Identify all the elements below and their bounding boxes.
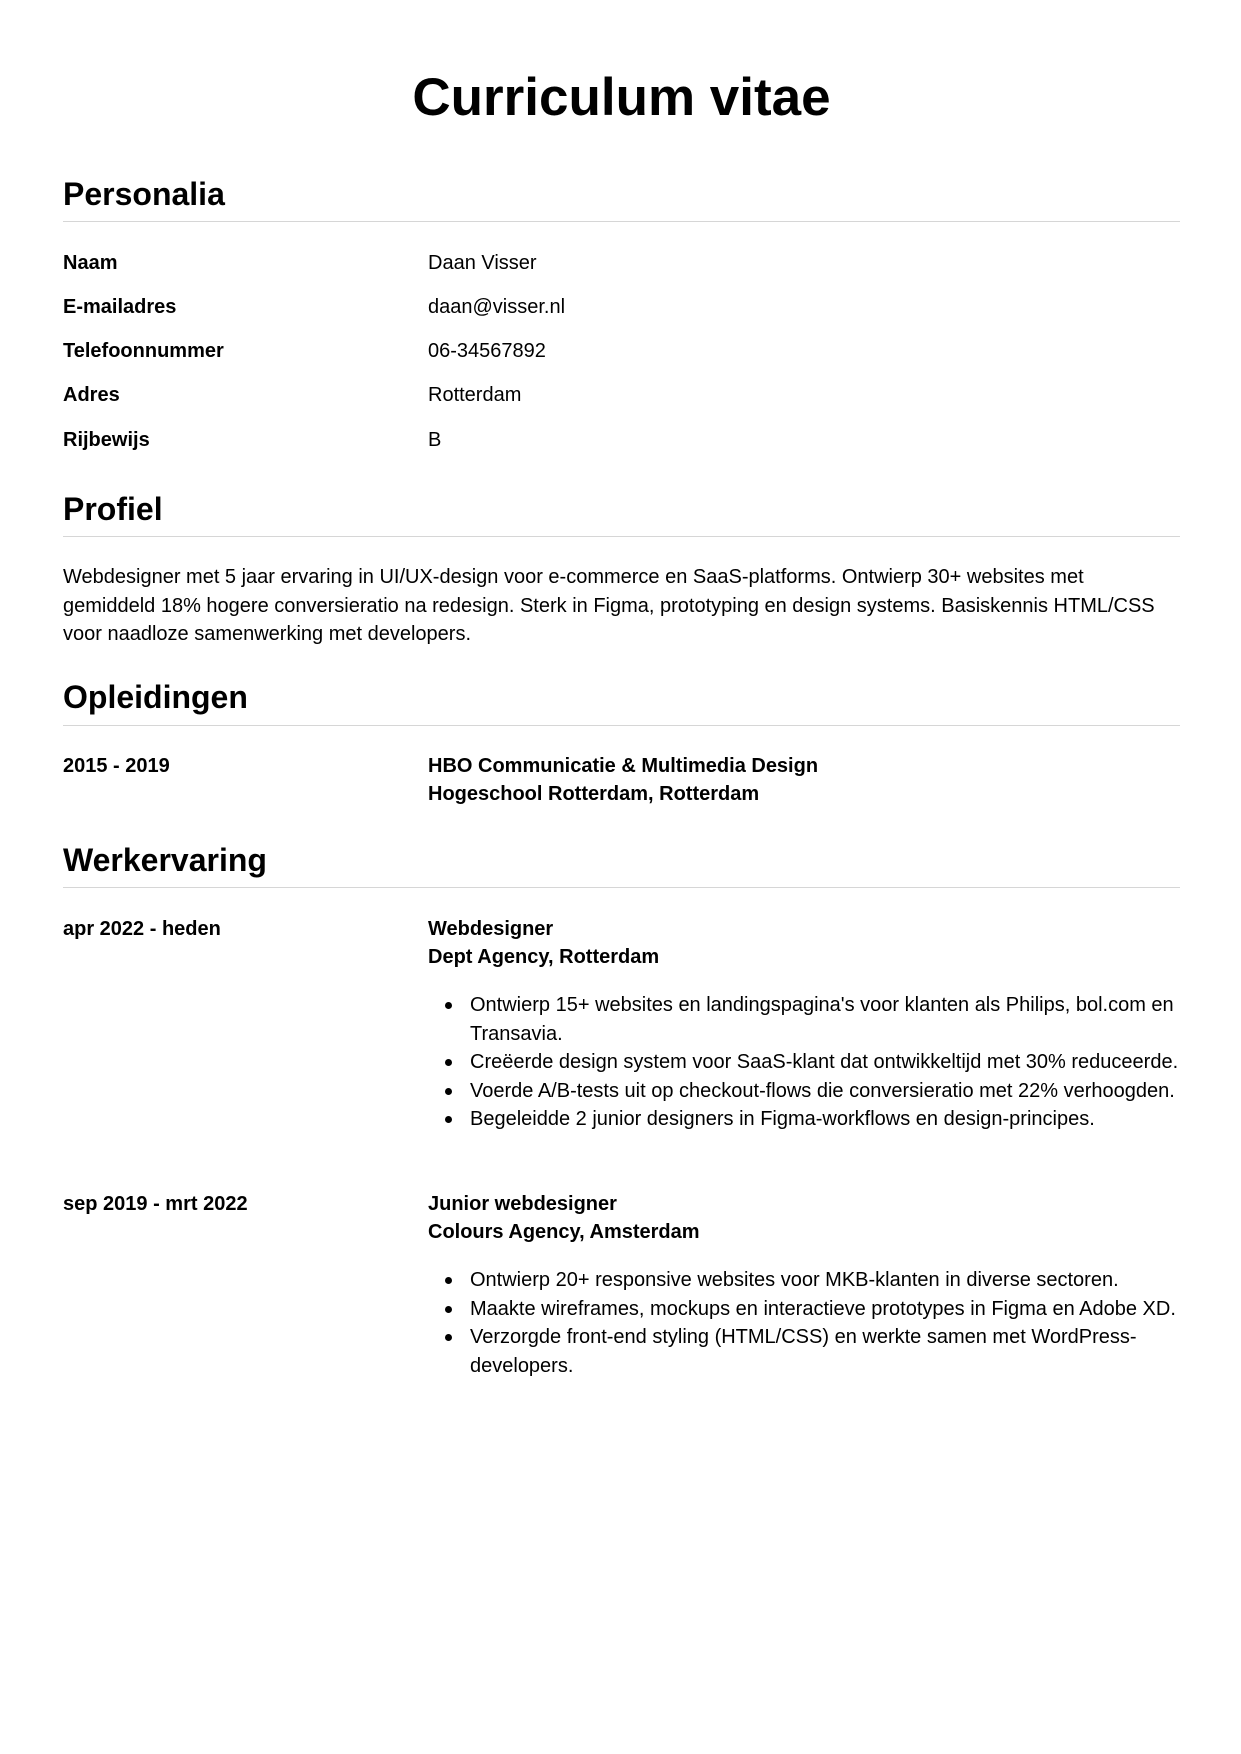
achievement-text: Voerde A/B-tests uit op checkout-flows die conversieratio met 22% verhoogden. <box>470 1079 1175 1102</box>
bullet-icon <box>445 1059 452 1066</box>
education-period: 2015 - 2019 <box>63 755 170 777</box>
section-heading-personalia: Personalia <box>63 176 225 212</box>
education-details <box>428 752 1180 808</box>
section-heading-werkervaring: Werkervaring <box>63 842 267 878</box>
personalia-value: B <box>428 429 442 451</box>
personalia-value: 06-34567892 <box>428 340 546 362</box>
bullet-icon <box>445 1334 452 1341</box>
personalia-value: daan@visser.nl <box>428 296 566 318</box>
personalia-label: Naam <box>63 252 118 274</box>
document-title: Curriculum vitae <box>412 68 831 127</box>
achievement-text: Maakte wireframes, mockups en interactieve prototypes in Figma en Adobe XD. <box>470 1297 1176 1320</box>
personalia-label: Rijbewijs <box>63 429 150 451</box>
list-item <box>428 1048 1180 1077</box>
bullet-icon <box>445 1277 452 1284</box>
personalia-label: E-mailadres <box>63 296 177 318</box>
education-title: HBO Communicatie & Multimedia Design <box>428 755 819 777</box>
job-details <box>428 1190 1180 1246</box>
bullet-icon <box>445 1002 452 1009</box>
job-details <box>428 915 1180 971</box>
list-item <box>428 1295 1180 1324</box>
section-heading-profiel: Profiel <box>63 491 163 527</box>
profile-summary: Webdesigner met 5 jaar ervaring in UI/UX-design voor e-commerce en SaaS-platforms. Ontwierp 30+ websites met gemiddeld 18% hogere conversieratio na redesign. Sterk in Figma, prototyping en design systems. Basiskennis HTML/CSS voor naadloze samenwerking met developers. <box>63 566 1155 645</box>
job-period: sep 2019 - mrt 2022 <box>63 1193 248 1215</box>
personalia-label: Adres <box>63 384 120 406</box>
achievement-text: Verzorgde front-end styling (HTML/CSS) en werkte samen met WordPress-developers. <box>470 1326 1137 1377</box>
section-heading-opleidingen: Opleidingen <box>63 679 248 715</box>
bullet-icon <box>445 1116 452 1123</box>
section-divider <box>63 221 1180 222</box>
list-item <box>428 1105 1180 1134</box>
achievement-text: Begeleidde 2 junior designers in Figma-workflows en design-principes. <box>470 1108 1095 1130</box>
job-title: Junior webdesigner <box>428 1193 617 1215</box>
section-divider <box>63 536 1180 537</box>
personalia-label: Telefoonnummer <box>63 340 224 362</box>
list-item <box>428 1077 1180 1106</box>
job-company: Dept Agency, Rotterdam <box>428 946 660 968</box>
list-item <box>428 991 1180 1048</box>
job-period: apr 2022 - heden <box>63 918 221 940</box>
job-achievements <box>428 991 1180 1134</box>
achievement-text: Creëerde design system voor SaaS-klant dat ontwikkeltijd met 30% reduceerde. <box>470 1051 1179 1073</box>
bullet-icon <box>445 1306 452 1313</box>
bullet-icon <box>445 1088 452 1095</box>
personalia-value: Rotterdam <box>428 384 522 406</box>
job-achievements <box>428 1266 1180 1380</box>
section-divider <box>63 887 1180 888</box>
section-divider <box>63 725 1180 726</box>
education-institution: Hogeschool Rotterdam, Rotterdam <box>428 783 760 805</box>
achievement-text: Ontwierp 20+ responsive websites voor MKB-klanten in diverse sectoren. <box>470 1269 1119 1291</box>
personalia-value: Daan Visser <box>428 252 537 274</box>
list-item <box>428 1266 1180 1295</box>
list-item <box>428 1323 1180 1380</box>
job-title: Webdesigner <box>428 918 554 940</box>
job-company: Colours Agency, Amsterdam <box>428 1221 700 1243</box>
achievement-text: Ontwierp 15+ websites en landingspagina's voor klanten als Philips, bol.com en Transavia. <box>470 994 1174 1045</box>
